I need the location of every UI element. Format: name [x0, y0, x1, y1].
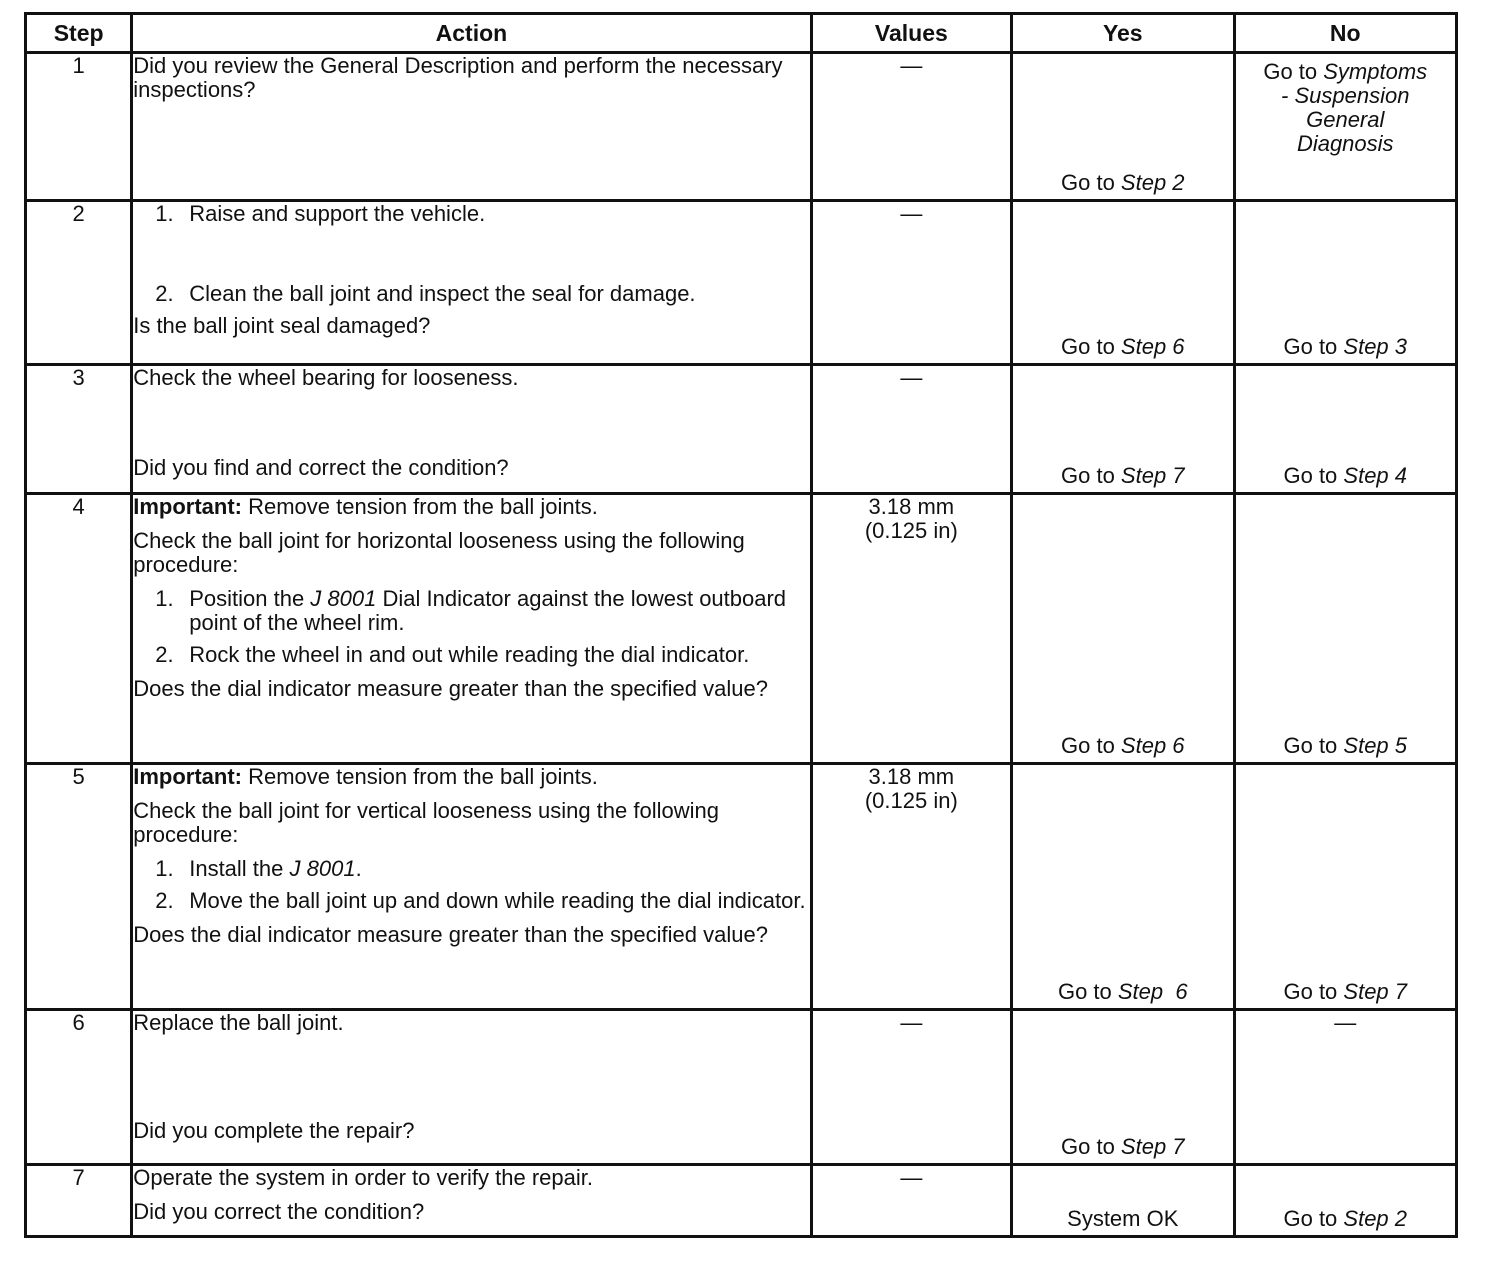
values-cell: —	[811, 365, 1011, 494]
action-cell	[132, 764, 811, 1010]
table-row	[26, 365, 1457, 494]
important-note: Important: Remove tension from the ball joints.	[133, 494, 598, 519]
header-yes: Yes	[1012, 14, 1234, 53]
yes-goto[interactable]: Go to Step 2	[1061, 170, 1185, 195]
step-number: 6	[26, 1010, 132, 1165]
header-values: Values	[811, 14, 1011, 53]
yes-result[interactable]: System OK	[1067, 1206, 1179, 1231]
list-item: 1. Raise and support the vehicle.	[155, 201, 486, 226]
question-text: Is the ball joint seal damaged?	[133, 313, 431, 338]
question-text: Did you find and correct the condition?	[133, 455, 509, 480]
values-cell: —	[811, 1010, 1011, 1165]
instruction-text: Check the wheel bearing for looseness.	[133, 365, 519, 390]
list-item: 1. Install the J 8001.	[155, 856, 362, 881]
no-goto[interactable]: Go to Symptoms - Suspension General Diagnosis	[1263, 59, 1428, 156]
action-cell	[132, 365, 811, 494]
procedure-list	[133, 857, 809, 913]
question-text: Did you complete the repair?	[133, 1118, 415, 1143]
no-cell	[1234, 53, 1457, 201]
step-number: 7	[26, 1165, 132, 1237]
yes-cell	[1012, 201, 1234, 365]
yes-goto[interactable]: Go to Step 6	[1061, 334, 1185, 359]
list-item: 1. Position the J 8001 Dial Indicator against the lowest outboard point of the wheel rim.	[155, 586, 787, 635]
yes-goto[interactable]: Go to Step 7	[1061, 463, 1185, 488]
yes-cell	[1012, 1010, 1234, 1165]
no-cell	[1234, 1165, 1457, 1237]
yes-cell	[1012, 1165, 1234, 1237]
list-item: 2. Clean the ball joint and inspect the seal for damage.	[155, 281, 696, 306]
table-row	[26, 764, 1457, 1010]
step-number: 3	[26, 365, 132, 494]
tool-name: J 8001	[310, 586, 377, 611]
instruction-text: Replace the ball joint.	[133, 1010, 344, 1035]
no-goto[interactable]: Go to Step 2	[1283, 1206, 1408, 1231]
step-number: 5	[26, 764, 132, 1010]
action-cell	[132, 1165, 811, 1237]
question-text: Does the dial indicator measure greater than the specified value?	[133, 922, 768, 947]
no-cell	[1234, 365, 1457, 494]
yes-goto[interactable]: Go to Step 7	[1061, 1134, 1185, 1159]
list-item: 2. Move the ball joint up and down while reading the dial indicator.	[155, 888, 806, 913]
procedure-intro: Check the ball joint for horizontal looseness using the following procedure:	[133, 528, 745, 577]
table-row	[26, 1010, 1457, 1165]
action-cell	[132, 1010, 811, 1165]
no-goto[interactable]: Go to Step 4	[1283, 463, 1408, 488]
values-cell: 3.18 mm (0.125 in)	[811, 764, 1011, 1010]
table-row	[26, 1165, 1457, 1237]
no-cell	[1234, 201, 1457, 365]
procedure-list	[133, 587, 809, 667]
instruction-text: Operate the system in order to verify the repair.	[133, 1165, 593, 1190]
tool-name: J 8001	[289, 856, 356, 881]
step-number: 1	[26, 53, 132, 201]
yes-goto[interactable]: Go to Step 6	[1057, 979, 1188, 1004]
table-row	[26, 53, 1457, 201]
values-cell: 3.18 mm (0.125 in)	[811, 494, 1011, 764]
step-number: 2	[26, 201, 132, 365]
header-row	[26, 14, 1457, 53]
procedure-list	[133, 202, 809, 306]
table-row	[26, 494, 1457, 764]
no-goto[interactable]: Go to Step 7	[1283, 979, 1408, 1004]
no-cell	[1234, 764, 1457, 1010]
values-cell: —	[811, 53, 1011, 201]
action-cell	[132, 494, 811, 764]
important-note: Important: Remove tension from the ball joints.	[133, 764, 598, 789]
question-text: Does the dial indicator measure greater than the specified value?	[133, 676, 768, 701]
header-action: Action	[132, 14, 811, 53]
no-cell: —	[1234, 1010, 1457, 1165]
yes-cell	[1012, 53, 1234, 201]
question-text: Did you review the General Description and perform the necessary inspections?	[133, 53, 783, 102]
yes-cell	[1012, 494, 1234, 764]
table-row	[26, 201, 1457, 365]
header-step: Step	[26, 14, 132, 53]
yes-cell	[1012, 764, 1234, 1010]
step-number: 4	[26, 494, 132, 764]
values-cell: —	[811, 201, 1011, 365]
yes-goto[interactable]: Go to Step 6	[1061, 733, 1185, 758]
question-text: Did you correct the condition?	[133, 1199, 425, 1224]
no-goto[interactable]: Go to Step 5	[1283, 733, 1408, 758]
procedure-intro: Check the ball joint for vertical looseness using the following procedure:	[133, 798, 719, 847]
yes-cell	[1012, 365, 1234, 494]
action-cell	[132, 201, 811, 365]
values-cell: —	[811, 1165, 1011, 1237]
list-item: 2. Rock the wheel in and out while reading the dial indicator.	[155, 642, 750, 667]
header-no: No	[1234, 14, 1457, 53]
no-goto[interactable]: Go to Step 3	[1283, 334, 1408, 359]
diagnostic-table	[24, 12, 1458, 1238]
action-cell	[132, 53, 811, 201]
no-cell	[1234, 494, 1457, 764]
